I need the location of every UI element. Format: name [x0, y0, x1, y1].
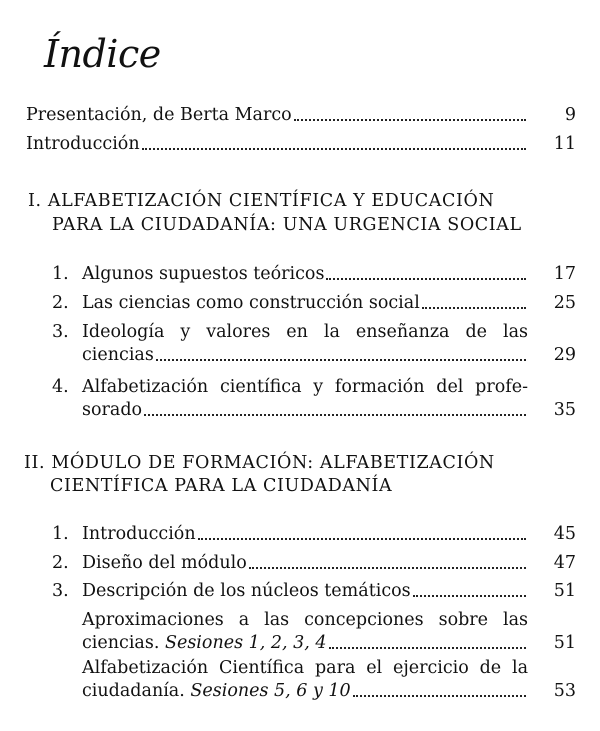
toc-entry-page: 11 [553, 134, 576, 154]
page-title: Índice [44, 32, 161, 76]
toc-entry-label: Descripción de los núcleos temáticos [82, 581, 411, 601]
toc-entry-page: 45 [553, 524, 576, 544]
toc-entry-ideologia[interactable] [82, 344, 576, 366]
toc-entry-introduccion-modulo[interactable] [82, 523, 576, 545]
dot-leader [142, 148, 526, 150]
toc-entry-page: 29 [553, 345, 576, 365]
toc-entry-presentacion[interactable] [26, 104, 576, 126]
entry-number: 3. [52, 322, 69, 342]
dot-leader [422, 307, 526, 309]
toc-entry-construccion-social[interactable] [82, 292, 576, 314]
toc-entry-label: Presentación, de Berta Marco [26, 105, 292, 125]
toc-entry-page: 53 [553, 681, 576, 701]
dot-leader [144, 414, 526, 416]
part2-heading-line1: II. MÓDULO DE FORMACIÓN: ALFABETIZACIÓN [24, 453, 495, 473]
toc-entry-label: Introducción [82, 524, 196, 544]
part2-heading-line2: CIENTÍFICA PARA LA CIUDADANÍA [50, 476, 393, 496]
dot-leader [249, 567, 526, 569]
toc-entry-ideologia-line1[interactable]: Ideología y valores en la enseñanza de las [82, 322, 528, 342]
toc-entry-supuestos[interactable] [82, 263, 576, 285]
sessions-label: Sesiones 1, 2, 3, 4 [164, 633, 327, 653]
dot-leader [156, 359, 526, 361]
dot-leader [198, 538, 526, 540]
toc-entry-page: 17 [553, 264, 576, 284]
dot-leader [353, 695, 526, 697]
dot-leader [326, 278, 526, 280]
toc-entry-diseno[interactable] [82, 552, 576, 574]
toc-entry-formacion[interactable] [82, 399, 576, 421]
toc-subentry-ejercicio[interactable] [82, 680, 576, 702]
entry-number: 1. [52, 264, 69, 284]
toc-entry-page: 35 [553, 400, 576, 420]
toc-subentry-concepciones-line1[interactable]: Aproximaciones a las concepciones sobre las [82, 610, 528, 630]
toc-entry-label: ciudadanía. Sesiones 5, 6 y 10 [82, 681, 351, 701]
dot-leader [294, 119, 526, 121]
sessions-label: Sesiones 5, 6 y 10 [190, 681, 351, 701]
toc-entry-page: 9 [564, 105, 576, 125]
entry-number: 2. [52, 553, 69, 573]
toc-entry-label: sorado [82, 400, 143, 420]
toc-entry-nucleos[interactable] [82, 580, 576, 602]
toc-entry-label: ciencias [82, 345, 154, 365]
entry-number: 3. [52, 581, 69, 601]
entry-number: 4. [52, 377, 69, 397]
toc-entry-page: 51 [553, 633, 576, 653]
toc-entry-label: Introducción [26, 134, 140, 154]
entry-number: 1. [52, 524, 69, 544]
toc-entry-label: ciencias. Sesiones 1, 2, 3, 4 [82, 633, 327, 653]
part1-heading-line2: PARA LA CIUDADANÍA: UNA URGENCIA SOCIAL [52, 215, 522, 235]
dot-leader [413, 595, 526, 597]
toc-entry-page: 25 [553, 293, 576, 313]
dot-leader [329, 647, 526, 649]
toc-entry-label: Algunos supuestos teóricos [82, 264, 325, 284]
toc-entry-page: 47 [553, 553, 576, 573]
toc-entry-introduccion[interactable] [26, 133, 576, 155]
toc-entry-page: 51 [553, 581, 576, 601]
toc-subentry-concepciones[interactable] [82, 632, 576, 654]
toc-entry-formacion-line1[interactable]: Alfabetización científica y formación del profe- [82, 377, 528, 397]
toc-subentry-ejercicio-line1[interactable]: Alfabetización Científica para el ejercicio de la [82, 658, 528, 678]
toc-entry-label: Diseño del módulo [82, 553, 247, 573]
toc-entry-label: Las ciencias como construcción social [82, 293, 420, 313]
part1-heading-line1: I. ALFABETIZACIÓN CIENTÍFICA Y EDUCACIÓN [28, 191, 495, 211]
entry-number: 2. [52, 293, 69, 313]
